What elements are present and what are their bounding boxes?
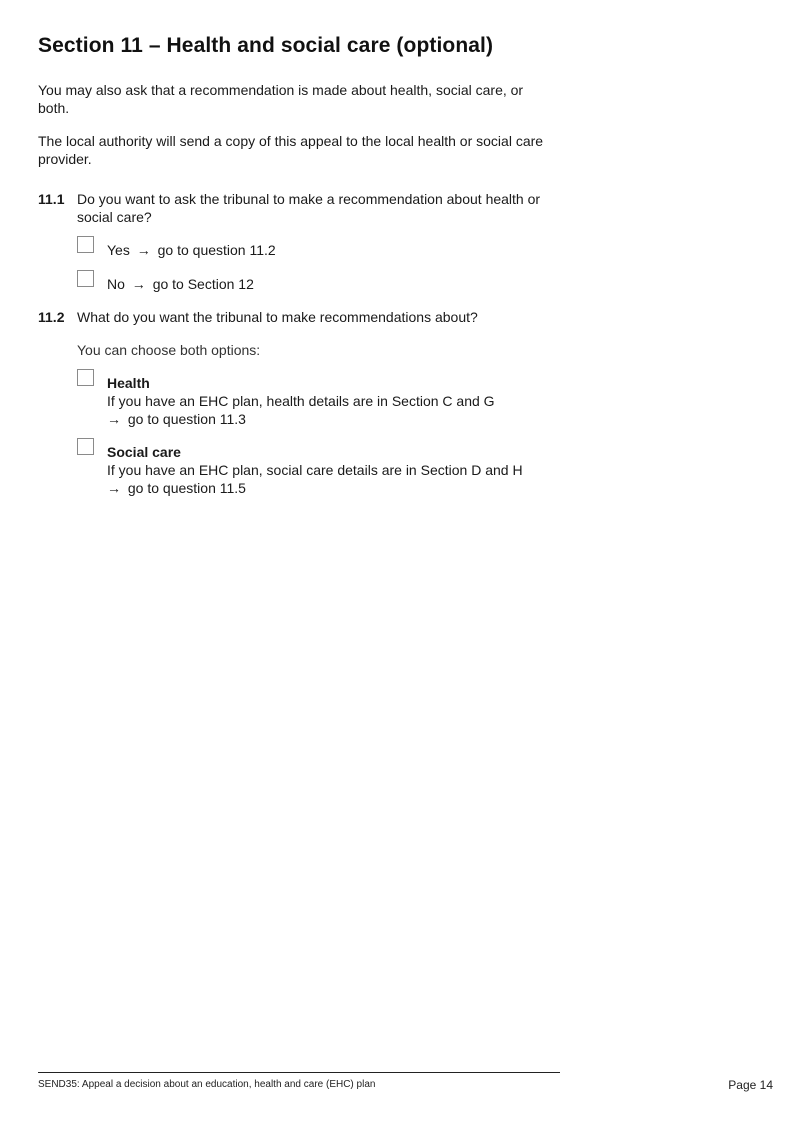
intro-paragraph-2: The local authority will send a copy of this appeal to the local health or social care provider. (38, 133, 544, 167)
option-no (107, 275, 567, 293)
option-no-label: No (107, 276, 125, 292)
option-health-detail: If you have an EHC plan, health details are in Section C and G (107, 393, 495, 409)
option-health-label: Health (107, 375, 150, 391)
footer-divider (38, 1072, 560, 1073)
checkbox-yes[interactable] (77, 236, 94, 253)
arrow-right-icon: → (107, 480, 121, 496)
page-number: Page 14 (728, 1078, 773, 1092)
intro-paragraph-1: You may also ask that a recommendation is made about health, social care, or both. (38, 82, 524, 116)
option-social-care-label: Social care (107, 444, 181, 460)
option-health-goto: go to question 11.3 (127, 411, 246, 427)
checkbox-no[interactable] (77, 270, 94, 287)
option-yes-label: Yes (107, 242, 130, 258)
footer-form-title: SEND35: Appeal a decision about an education, health and care (EHC) plan (38, 1079, 376, 1090)
option-social-care-goto: go to question 11.5 (127, 480, 246, 496)
question-hint-11-2: You can choose both options: (77, 342, 261, 358)
question-number-11-1: 11.1 (38, 191, 65, 207)
option-yes-goto: go to question 11.2 (157, 242, 276, 258)
arrow-right-icon: → (136, 242, 151, 258)
checkbox-social-care[interactable] (77, 438, 94, 455)
checkbox-health[interactable] (77, 369, 94, 386)
question-text-11-2: What do you want the tribunal to make recommendations about? (77, 309, 478, 325)
arrow-right-icon: → (107, 411, 121, 427)
section-title: Section 11 – Health and social care (optional) (38, 34, 494, 57)
question-text-11-1: Do you want to ask the tribunal to make a recommendation about health or social care? (77, 191, 541, 225)
question-number-11-2: 11.2 (38, 309, 65, 325)
option-social-care (107, 443, 567, 497)
option-health (107, 374, 567, 428)
option-yes (107, 241, 567, 259)
option-social-care-detail: If you have an EHC plan, social care details are in Section D and H (107, 462, 523, 478)
arrow-right-icon: → (131, 276, 146, 292)
option-no-goto: go to Section 12 (152, 276, 254, 292)
